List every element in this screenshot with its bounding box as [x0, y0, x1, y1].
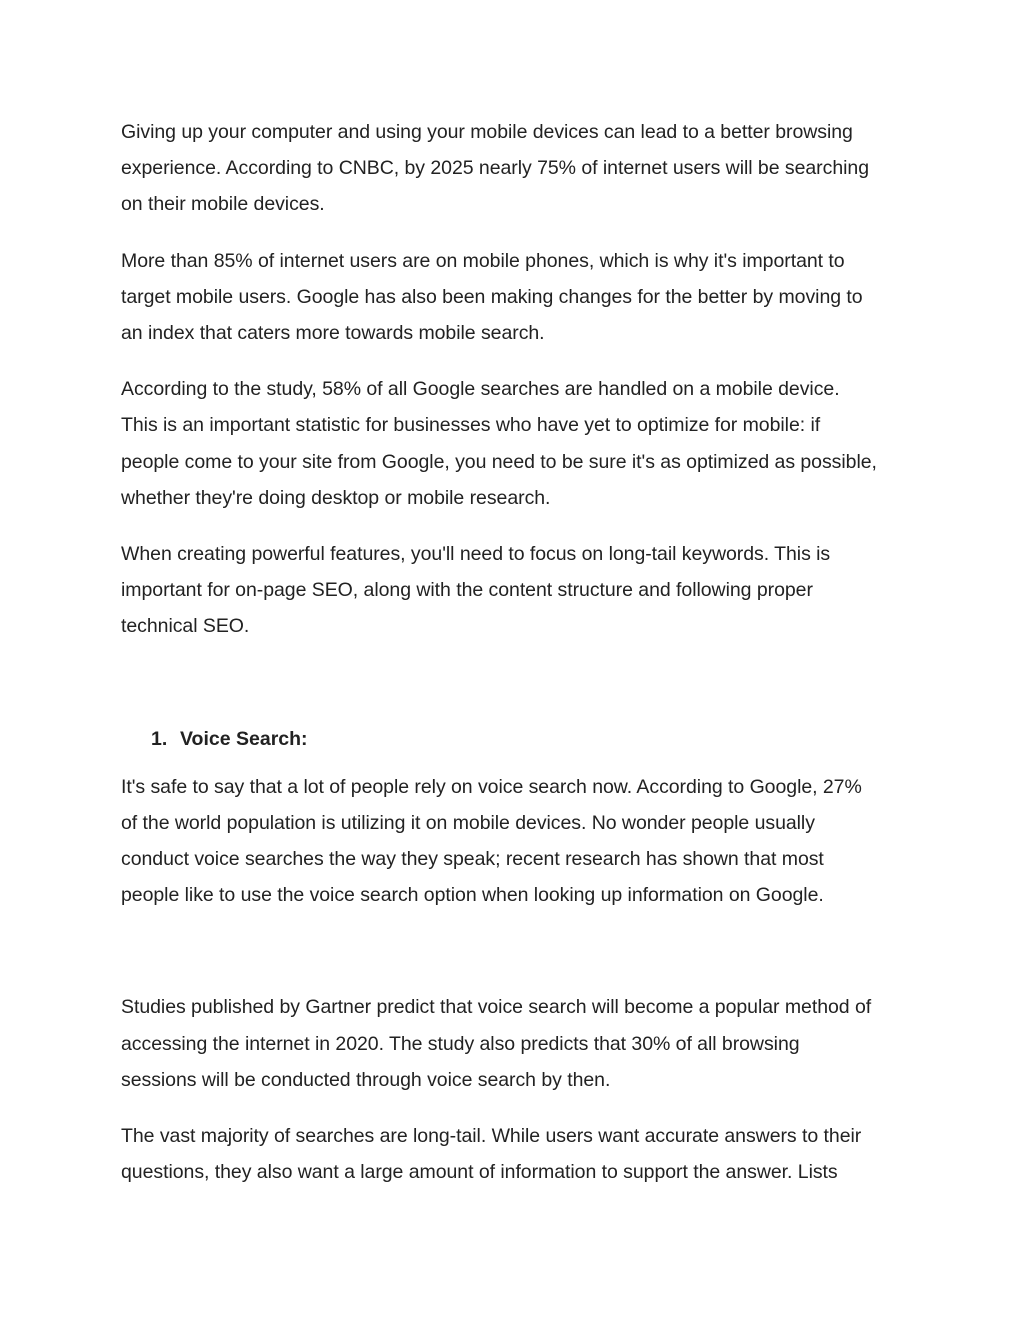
- text-line: people like to use the voice search option when looking up information on Google.: [121, 884, 824, 907]
- text-line: experience. According to CNBC, by 2025 nearly 75% of internet users will be searching: [121, 157, 869, 180]
- text-line: It's safe to say that a lot of people rely on voice search now. According to Google, 27%: [121, 775, 862, 798]
- paragraph-google-searches: [121, 371, 911, 516]
- text-line: When creating powerful features, you'll need to focus on long-tail keywords. This is: [121, 543, 831, 566]
- list-number: 1.: [151, 727, 168, 750]
- text-line: According to the study, 58% of all Google searches are handled on a mobile device.: [121, 378, 840, 401]
- document-page: [121, 114, 911, 1190]
- text-line: an index that caters more towards mobile search.: [121, 322, 545, 345]
- text-line: questions, they also want a large amount of information to support the answer. Lists: [121, 1161, 838, 1184]
- paragraph-voice-search-usage: [121, 769, 911, 914]
- text-line: of the world population is utilizing it on mobile devices. No wonder people usually: [121, 811, 815, 834]
- text-line: Giving up your computer and using your mobile devices can lead to a better browsing: [121, 121, 853, 143]
- heading-text: Voice Search:: [180, 727, 308, 750]
- section-heading-voice-search: [151, 721, 911, 757]
- text-line: conduct voice searches the way they speak; recent research has shown that most: [121, 848, 824, 871]
- text-line: sessions will be conducted through voice search by then.: [121, 1068, 611, 1091]
- paragraph-gartner-study: [121, 989, 911, 1098]
- text-line: important for on-page SEO, along with the content structure and following proper: [121, 579, 813, 602]
- text-line: More than 85% of internet users are on mobile phones, which is why it's important to: [121, 249, 845, 272]
- text-line: whether they're doing desktop or mobile research.: [121, 486, 551, 509]
- text-line: technical SEO.: [121, 615, 250, 638]
- text-line: Studies published by Gartner predict that voice search will become a popular method of: [121, 996, 872, 1019]
- text-line: on their mobile devices.: [121, 193, 325, 216]
- text-line: The vast majority of searches are long-tail. While users want accurate answers to their: [121, 1125, 862, 1148]
- text-line: accessing the internet in 2020. The study also predicts that 30% of all browsing: [121, 1032, 800, 1055]
- paragraph-mobile-browsing: [121, 114, 911, 223]
- paragraph-long-tail-keywords: [121, 536, 911, 645]
- paragraph-long-tail-searches: [121, 1118, 911, 1190]
- paragraph-mobile-users: [121, 243, 911, 352]
- text-line: This is an important statistic for businesses who have yet to optimize for mobile: if: [121, 414, 821, 437]
- text-line: target mobile users. Google has also been making changes for the better by moving to: [121, 285, 863, 308]
- text-line: people come to your site from Google, you need to be sure it's as optimized as possible,: [121, 450, 877, 473]
